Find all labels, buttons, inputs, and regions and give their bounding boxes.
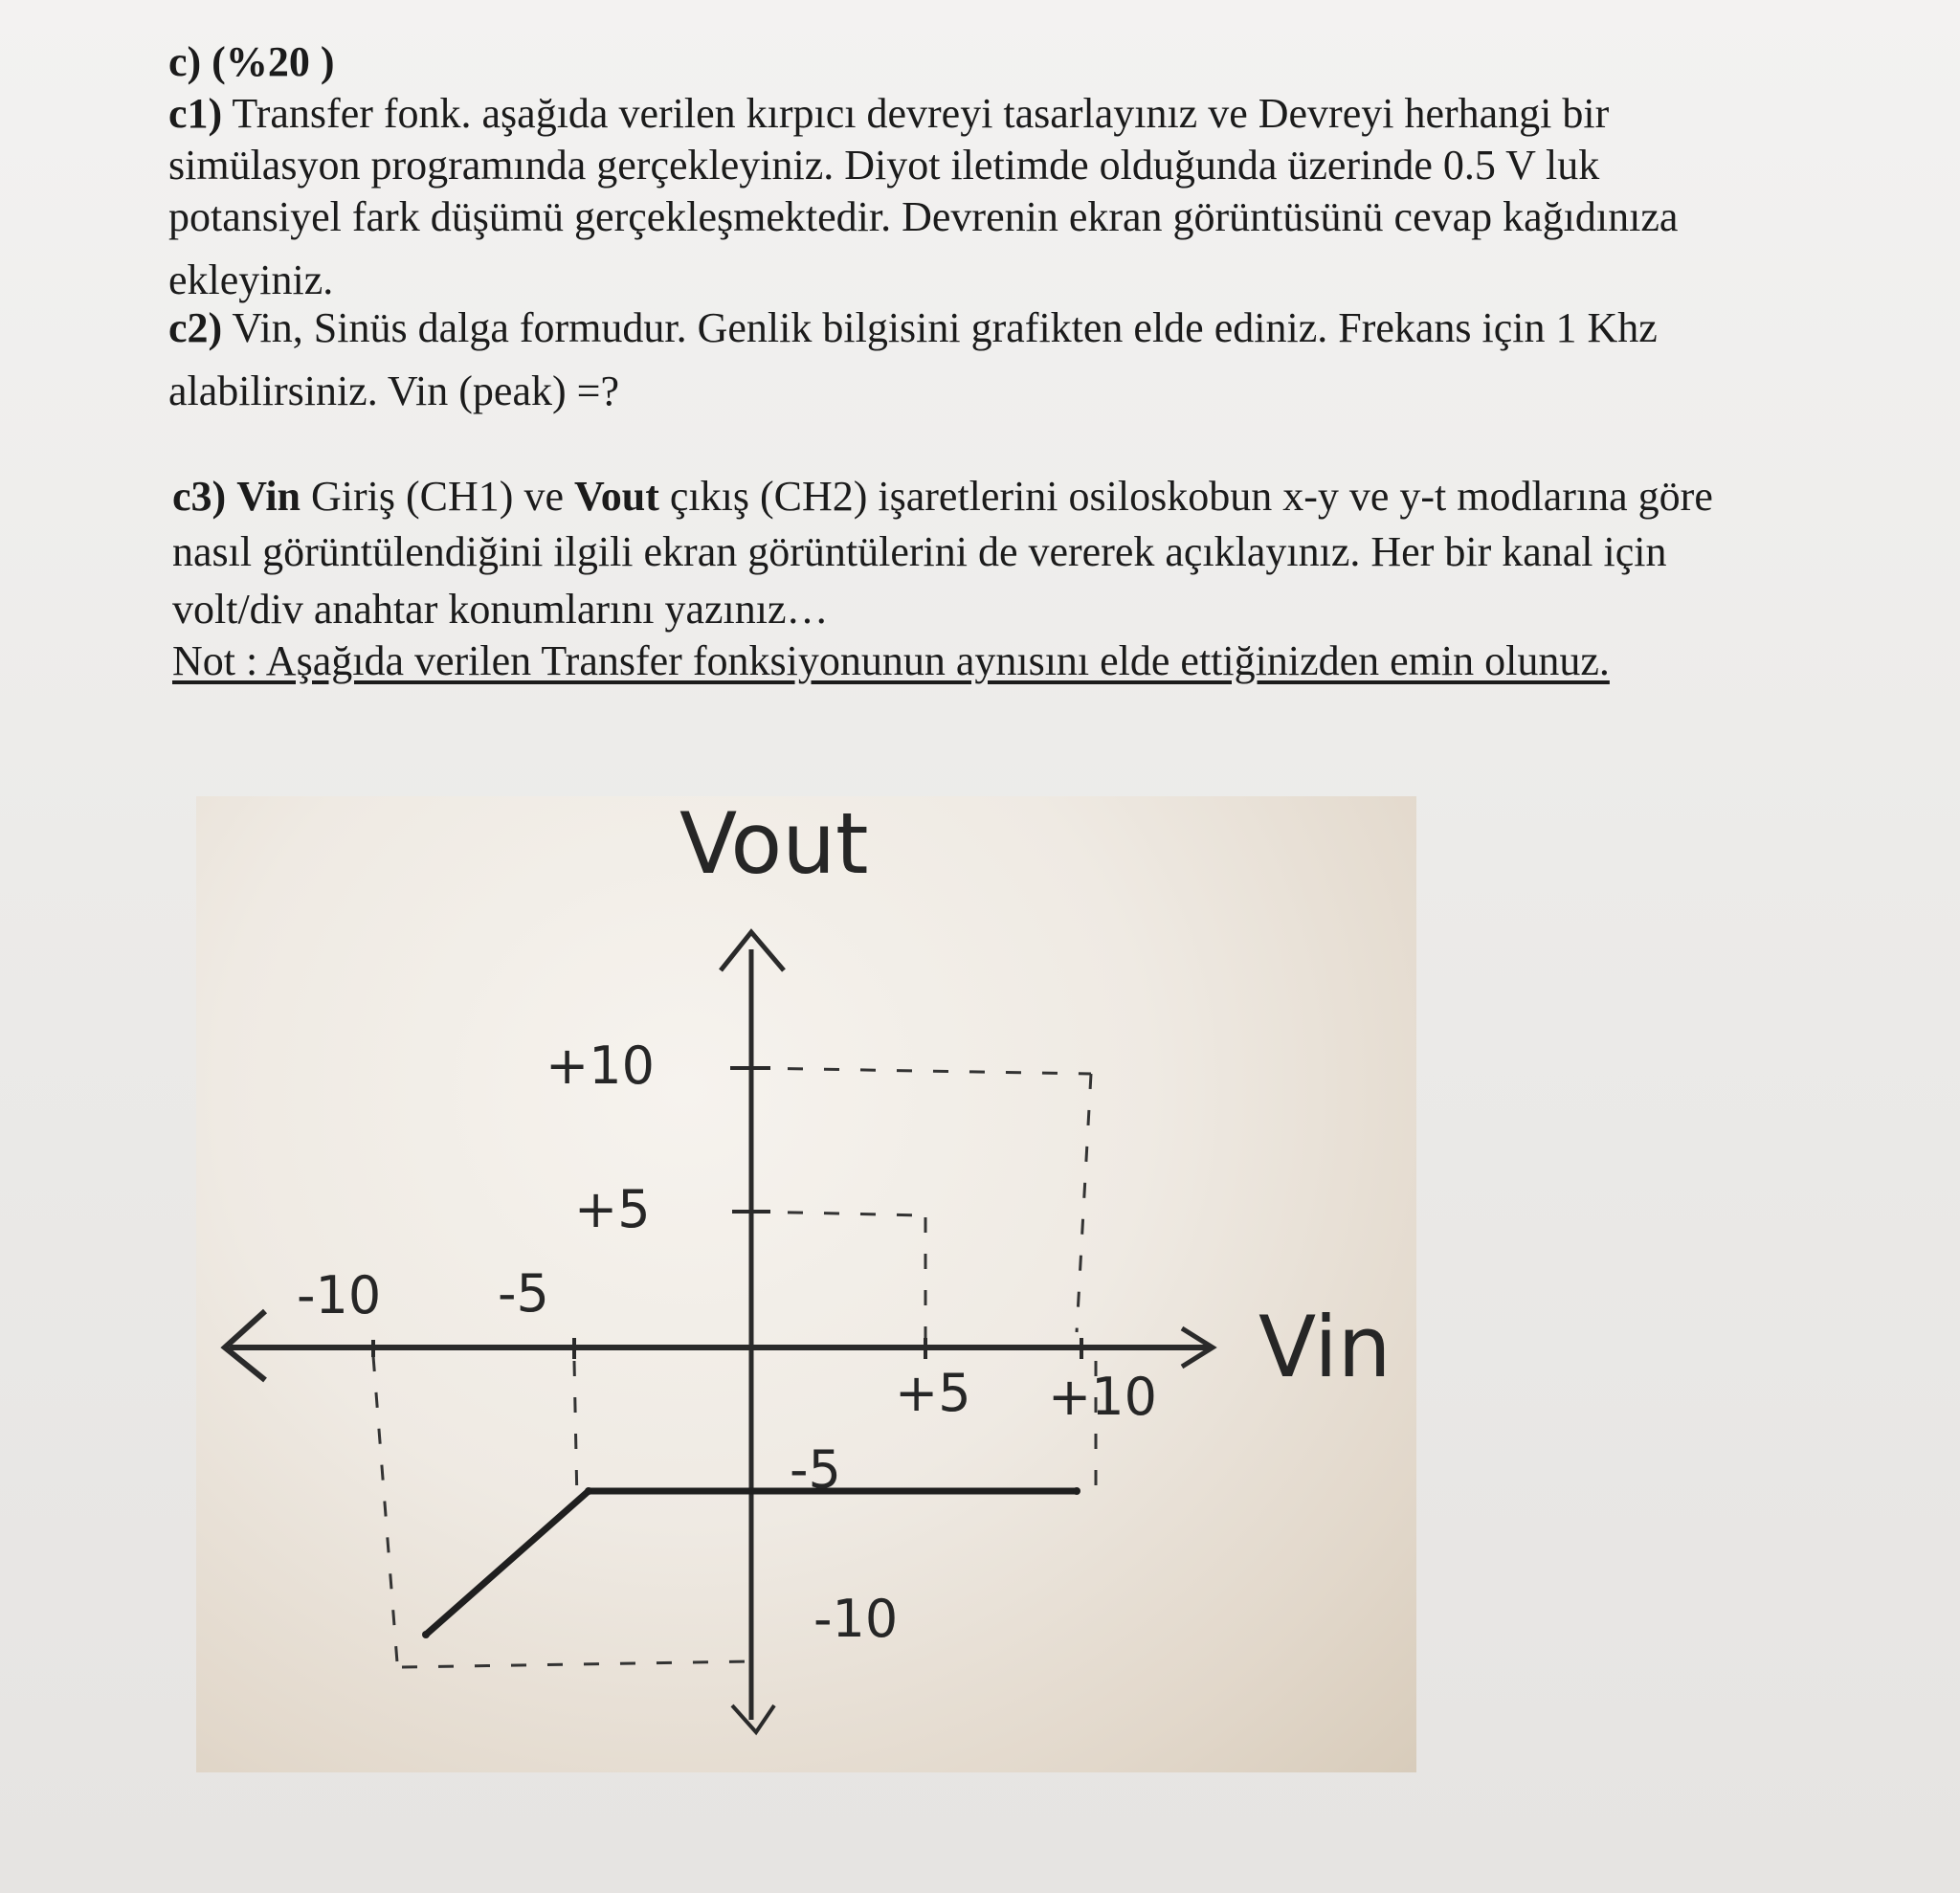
question-header: c) (%20 )	[168, 38, 335, 85]
y-tick-minus5: -5	[790, 1439, 841, 1500]
y-tick-plus10: +10	[546, 1036, 655, 1096]
x-axis-label: Vin	[1258, 1298, 1392, 1396]
c1-line-3: potansiyel fark düşümü gerçekleşmektedir. Devrenin ekran görüntüsünü cevap kağıdınıza	[168, 193, 1679, 240]
curve-point-2	[1073, 1487, 1080, 1495]
guide-lines	[373, 1068, 1096, 1667]
y-axis-label: Vout	[679, 796, 869, 893]
x-tick-plus5: +5	[895, 1363, 971, 1423]
x-tick-minus10: -10	[297, 1265, 382, 1325]
note-line: Not : Aşağıda verilen Transfer fonksiyonunun aynısını elde ettiğinizden emin olunuz.	[172, 637, 1610, 684]
curve-segment-0	[426, 1491, 589, 1635]
c1-line-4: ekleyiniz.	[168, 256, 334, 303]
c3-line-3: volt/div anahtar konumlarını yazınız…	[172, 586, 829, 633]
c3-line-1: c3) Vin Giriş (CH1) ve Vout çıkış (CH2) işaretlerini osiloskobun x-y ve y-t modlarına göre	[172, 473, 1713, 520]
c1-line-1: c1) Transfer fonk. aşağıda verilen kırpıcı devreyi tasarlayınız ve Devreyi herhangi bir	[168, 90, 1610, 137]
c3-line-2: nasıl görüntülendiğini ilgili ekran görüntülerini de vererek açıklayınız. Her bir kanal için	[172, 528, 1667, 575]
y-tick-minus10: -10	[813, 1589, 899, 1649]
y-tick-plus5: +5	[574, 1179, 651, 1239]
curve-point-1	[585, 1487, 592, 1495]
transfer-function-graph	[196, 796, 1416, 1772]
x-tick-minus5: -5	[498, 1263, 549, 1324]
c2-line-1: c2) Vin, Sinüs dalga formudur. Genlik bilgisini grafikten elde ediniz. Frekans için 1 Khz	[168, 304, 1658, 351]
curve-point-0	[422, 1631, 430, 1638]
tick-marks	[373, 1068, 1081, 1359]
x-tick-plus10: +10	[1048, 1367, 1157, 1427]
transfer-function-photo	[196, 796, 1416, 1772]
c2-line-2: alabilirsiniz. Vin (peak) =?	[168, 367, 619, 414]
c1-line-2: simülasyon programında gerçekleyiniz. Diyot iletimde olduğunda üzerinde 0.5 V luk	[168, 142, 1600, 189]
